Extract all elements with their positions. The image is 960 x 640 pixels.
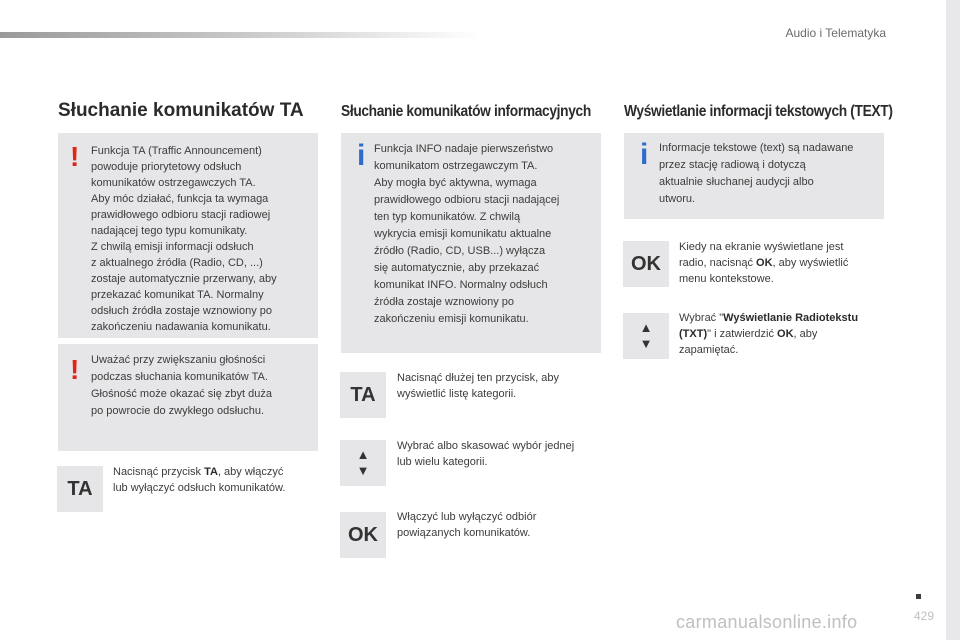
warning-box-volume xyxy=(58,344,318,451)
info-box-info xyxy=(341,133,601,353)
category-list-instruction: Nacisnąć dłużej ten przycisk, aby wyświetlić listę kategorii. xyxy=(397,372,560,400)
info-function-text: Funkcja INFO nadaje pierwszeństwo komunikatom ostrzegawczym TA. Aby mogła być aktywna, wymaga prawidłowego odbioru stacji nadającej ten typ komunikatów. Z chwilą wykrycia emisji komunikatu aktualne źródło (Radio, CD, USB...) wyłącza się automatycznie, aby przekazać komunikat INFO. Normalny odsłuch źródła zostaje wznowiony po zakończeniu emisji komunikatu. xyxy=(374,143,560,325)
context-menu-instruction: Kiedy na ekranie wyświetlane jest radio, nacisnąć OK, aby wyświetlić menu kontekstowe. xyxy=(679,241,849,285)
warning-ta-text: Funkcja TA (Traffic Announcement) powoduje priorytetowy odsłuch komunikatów ostrzegawczych TA. Aby móc działać, funkcja ta wymaga prawidłowego odbioru stacji radiowej nadającej tego typu komunikaty. Z chwilą emisji informacji odsłuch z aktualnego źródła (Radio, CD, ...) zostaje automatycznie przerwany, aby przekazać komunikat TA. Normalny odsłuch źródła zostaje wznowiony po zakończeniu nadawania komunikatu. xyxy=(91,145,277,333)
column-1-title: Słuchanie komunikatów TA xyxy=(58,100,304,121)
info-icon: i xyxy=(357,139,366,172)
radiotext-select-instruction: Wybrać "Wyświetlanie Radiotekstu (TXT)" i zatwierdzić OK, aby zapamiętać. xyxy=(679,312,859,356)
arrow-up-icon: ▲ xyxy=(356,447,370,462)
info-box-text xyxy=(624,133,884,219)
page-number: 429 xyxy=(914,609,935,623)
ta-button-icon: TA xyxy=(57,466,103,512)
column-2-title: Słuchanie komunikatów informacyjnych xyxy=(341,103,591,120)
section-label: Audio i Telematyka xyxy=(785,26,886,40)
ta-button-icon: TA xyxy=(340,372,386,418)
watermark: carmanualsonline.info xyxy=(676,612,858,632)
exclamation-icon: ! xyxy=(70,354,80,385)
exclamation-icon: ! xyxy=(70,141,80,172)
warning-box-ta xyxy=(58,133,318,338)
ok-button-icon: OK xyxy=(623,241,669,287)
page-edge-strip xyxy=(946,0,960,640)
radiotext-info-text: Informacje tekstowe (text) są nadawane przez stację radiową i dotyczą aktualnie słuchanej audycji albo utworu. xyxy=(659,142,854,205)
info-icon: i xyxy=(640,138,649,171)
page-marker xyxy=(916,594,921,599)
related-messages-instruction: Włączyć lub wyłączyć odbiór powiązanych komunikatów. xyxy=(397,511,537,539)
up-down-arrows-icon xyxy=(340,440,386,486)
category-select-instruction: Wybrać albo skasować wybór jednej lub wielu kategorii. xyxy=(397,440,575,468)
ok-button-icon: OK xyxy=(340,512,386,558)
ta-toggle-instruction: Nacisnąć przycisk TA, aby włączyć lub wyłączyć odsłuch komunikatów. xyxy=(113,466,286,494)
header-rule xyxy=(0,32,480,38)
warning-volume-text: Uważać przy zwiększaniu głośności podczas słuchania komunikatów TA. Głośność może okazać się zbyt duża po powrocie do zwykłego odsłuchu. xyxy=(91,354,272,417)
arrow-down-icon: ▼ xyxy=(639,336,653,351)
column-3-title: Wyświetlanie informacji tekstowych (TEXT) xyxy=(624,103,893,120)
arrow-down-icon: ▼ xyxy=(356,463,370,478)
up-down-arrows-icon xyxy=(623,313,669,359)
arrow-up-icon: ▲ xyxy=(639,320,653,335)
